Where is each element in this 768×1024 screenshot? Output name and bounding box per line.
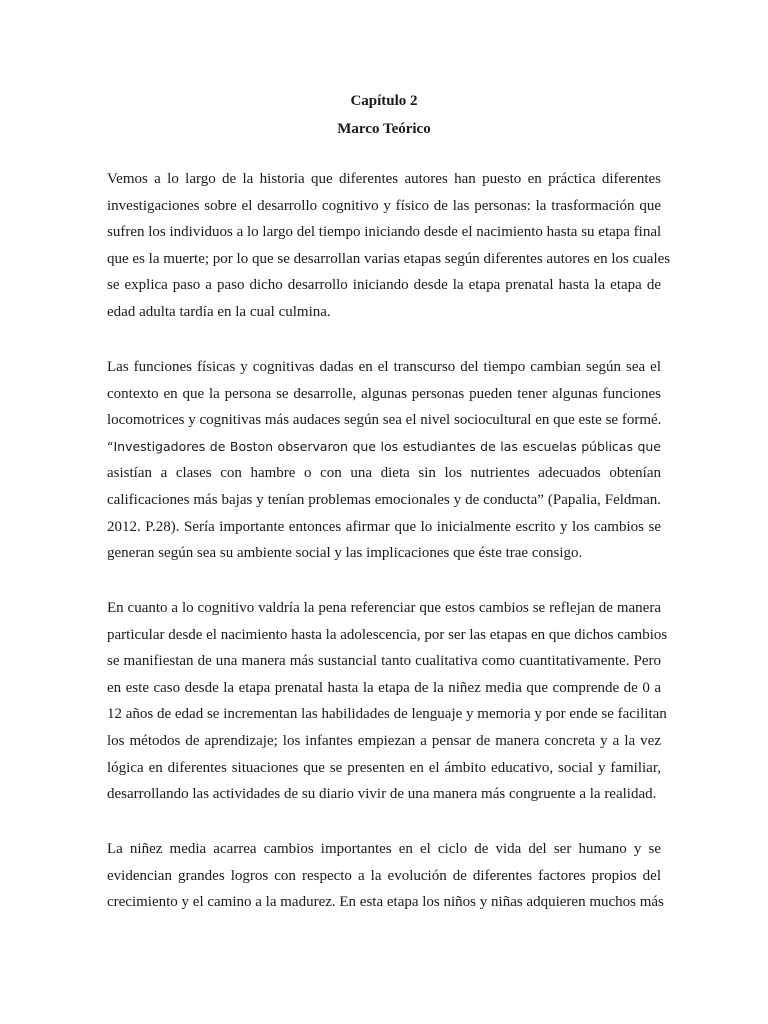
- paragraph-1: [107, 166, 671, 326]
- quote-line: asistían a clases con hambre o con una dieta sin los nutrientes adecuados obtenían: [107, 465, 661, 482]
- text-line: en este caso desde la etapa prenatal hasta la etapa de la niñez media que comprende de 0 a: [107, 679, 661, 696]
- paragraph-2: [107, 354, 661, 567]
- text-line: se manifiestan de una manera más sustancial tanto cualitativa como cuantitativamente. Pero: [107, 653, 661, 670]
- paragraph-4: [107, 836, 664, 916]
- text-line: locomotrices y cognitivas más audaces según sea el nivel sociocultural en que este se formé.: [107, 412, 662, 429]
- text-line: particular desde el nacimiento hasta la adolescencia, por ser las etapas en que dichos cambios: [107, 626, 668, 643]
- quote-line: “Investigadores de Boston observaron que los estudiantes de las escuelas públicas que: [107, 438, 661, 454]
- text-line: 2012. P.28). Sería importante entonces afirmar que lo inicialmente escrito y los cambios se: [107, 518, 661, 535]
- text-line: sufren los individuos a lo largo del tiempo iniciando desde el nacimiento hasta su etapa final: [107, 224, 662, 241]
- text-line: lógica en diferentes situaciones que se presenten en el ámbito educativo, social y familiar,: [107, 759, 661, 776]
- paragraph-3: [107, 595, 668, 808]
- quote-line: calificaciones más bajas y tenían problemas emocionales y de conducta” (Papalia, Feldman.: [107, 491, 661, 508]
- text-line: investigaciones sobre el desarrollo cognitivo y físico de las personas: la trasformación que: [107, 197, 661, 214]
- text-line: que es la muerte; por lo que se desarrollan varias etapas según diferentes autores en los cuales: [107, 250, 671, 267]
- section-title: Marco Teórico: [337, 121, 431, 137]
- text-line: Las funciones físicas y cognitivas dadas en el transcurso del tiempo cambian según sea el: [107, 359, 661, 375]
- text-line: edad adulta tardía en la cual culmina.: [107, 303, 331, 320]
- text-line: contexto en que la persona se desarrolle, algunas personas pueden tener algunas funciones: [107, 385, 661, 402]
- text-line: En cuanto a lo cognitivo valdría la pena referenciar que estos cambios se reflejan de manera: [107, 600, 661, 616]
- text-line: evidencian grandes logros con respecto a la evolución de diferentes factores propios del: [107, 867, 661, 884]
- text-line: crecimiento y el camino a la madurez. En esta etapa los niños y niñas adquieren muchos más: [107, 894, 664, 911]
- text-line: desarrollando las actividades de su diario vivir de una manera más congruente a la realidad.: [107, 786, 657, 803]
- text-line: La niñez media acarrea cambios importantes en el ciclo de vida del ser humano y se: [107, 841, 661, 857]
- chapter-title: Capítulo 2: [350, 93, 418, 109]
- text-line: se explica paso a paso dicho desarrollo iniciando desde la etapa prenatal hasta la etapa de: [107, 277, 661, 294]
- text-line: los métodos de aprendizaje; los infantes empiezan a pensar de manera concreta y a la vez: [107, 732, 661, 749]
- text-line: Vemos a lo largo de la historia que diferentes autores han puesto en práctica diferentes: [107, 171, 661, 187]
- text-line: 12 años de edad se incrementan las habilidades de lenguaje y memoria y por ende se facilitan: [107, 706, 667, 723]
- text-line: generan según sea su ambiente social y las implicaciones que éste trae consigo.: [107, 545, 583, 562]
